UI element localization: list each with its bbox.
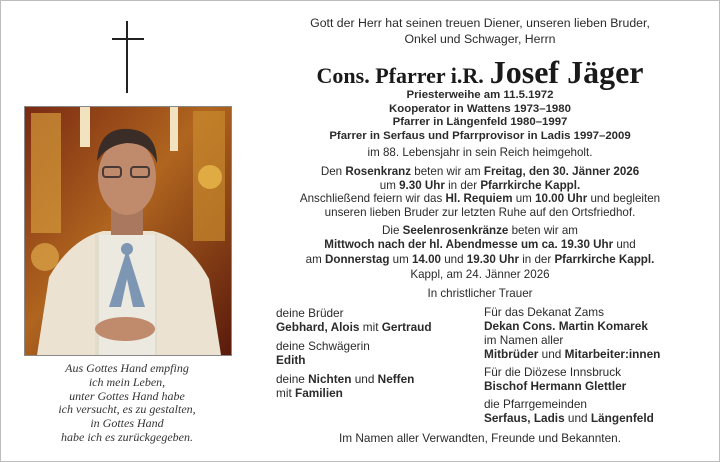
place-date: Kappl, am 24. Jänner 2026 bbox=[410, 268, 550, 281]
requiem-info: Anschließend feiern wir das Hl. Requiem um 10.00 Uhr und begleiten unseren lieben Bruder zur letzten Ruhe auf den Ortsfriedhof. bbox=[299, 192, 661, 220]
career-list: Priesterweihe am 11.5.1972 Kooperator in Wattens 1973–1980 Pfarrer in Längenfeld 1980–1997 Pfarrer in Serfaus und Pfarrprovisor in Ladis 1997–2009 bbox=[329, 89, 631, 142]
portrait-photo bbox=[24, 106, 232, 356]
death-text: im 88. Lebensjahr in sein Reich heimgeholt. bbox=[367, 146, 593, 159]
intro-text: Gott der Herr hat seinen treuen Diener, unseren lieben Bruder, Onkel und Schwager, Herrn bbox=[310, 16, 650, 46]
memorial-poem: Aus Gottes Hand empfing ich mein Leben, unter Gottes Hand habe ich versucht, es zu gestalten, in Gottes Hand habe ich es zurückgegeben. bbox=[58, 361, 196, 444]
mourning-text: In christlicher Trauer bbox=[427, 287, 533, 300]
closing-line: Im Namen aller Verwandten, Freunde und Bekannten. bbox=[339, 431, 621, 445]
rosary-info: Den Rosenkranz beten wir am Freitag, den 30. Jänner 2026 um 9.30 Uhr in der Pfarrkirche Kappl. bbox=[320, 165, 640, 193]
deceased-name: Cons. Pfarrer i.R. Josef Jäger bbox=[316, 54, 644, 90]
cross-icon bbox=[112, 21, 144, 93]
rosaries-info: Die Seelenrosenkränze beten wir am Mittwoch nach der hl. Abendmesse um ca. 19.30 Uhr und am Donnerstag um 14.00 und 19.30 Uhr in der Pfarrkirche Kappl. bbox=[305, 224, 655, 266]
